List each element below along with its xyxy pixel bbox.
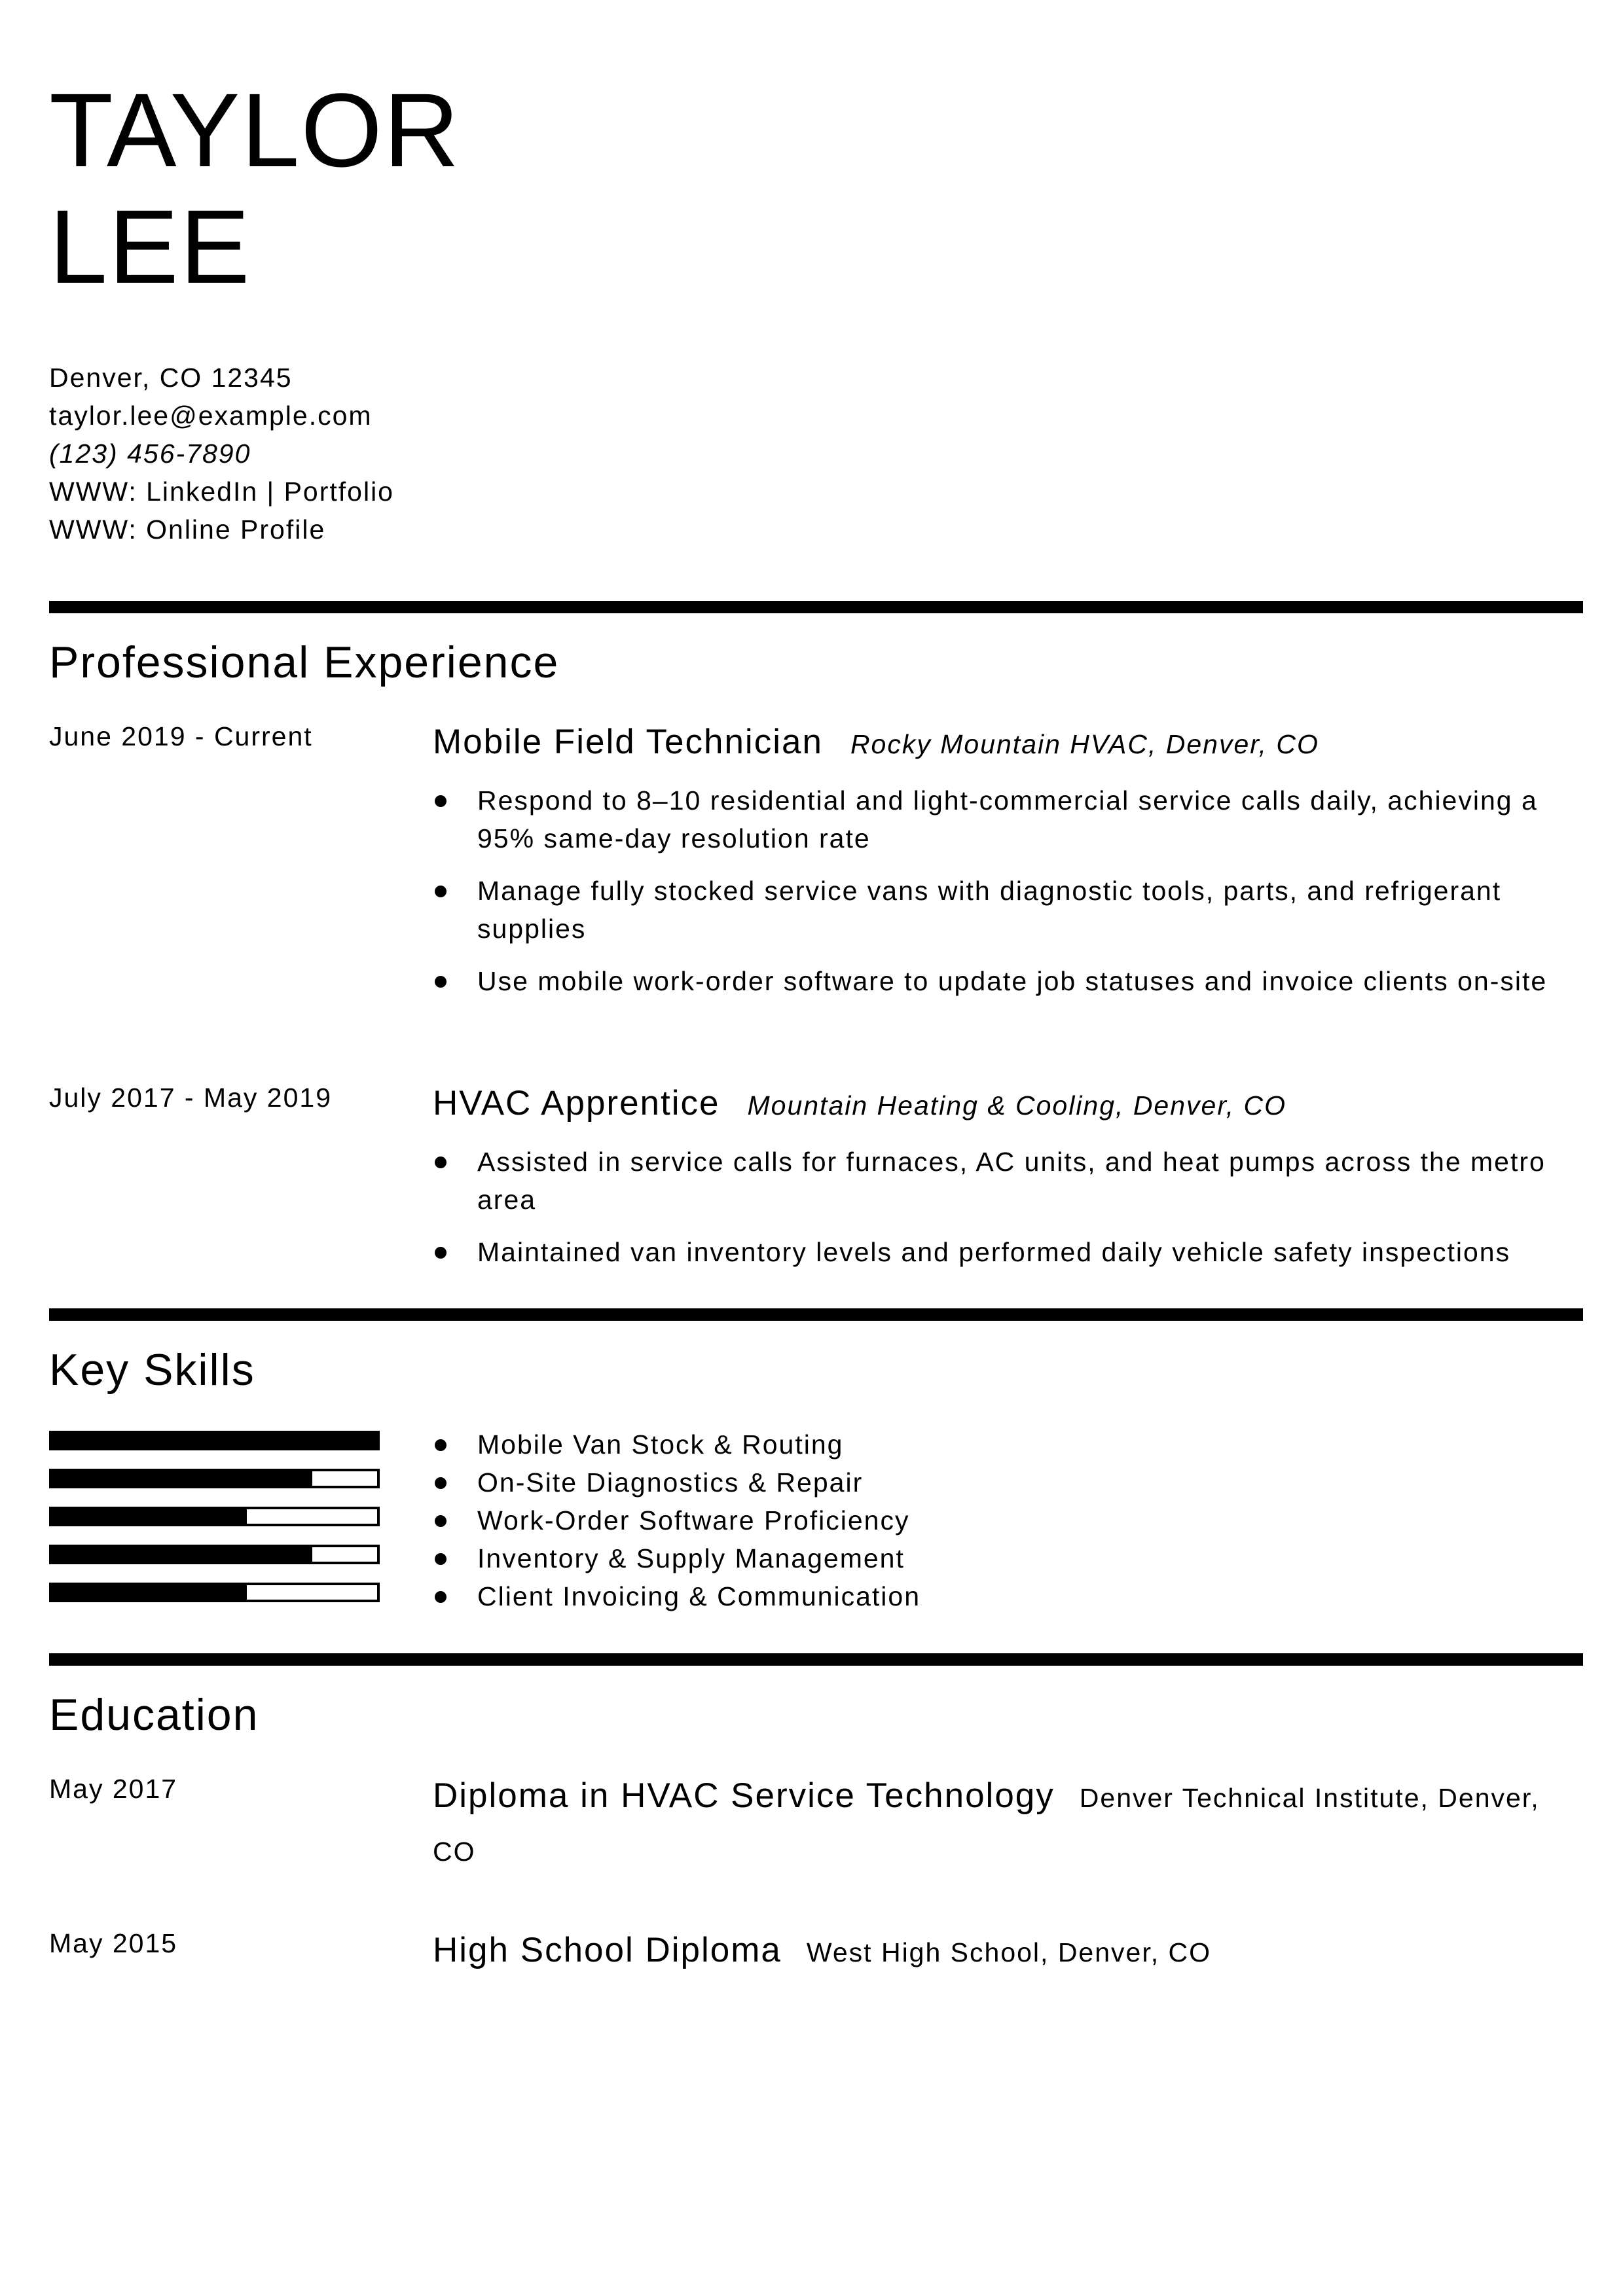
school: West High School, Denver, CO [806, 1937, 1212, 1967]
skill-level-bar [49, 1507, 380, 1526]
contact-block [49, 359, 394, 548]
skill-level-bars [49, 1431, 380, 1621]
list-item: Use mobile work-order software to update job statuses and invoice clients on-site [433, 962, 1572, 1000]
first-name: TAYLOR [49, 71, 461, 188]
email[interactable]: taylor.lee@example.com [49, 401, 373, 431]
list-item: Inventory & Supply Management [433, 1539, 921, 1577]
skill-level-bar [49, 1469, 380, 1488]
phone: (123) 456-7890 [49, 439, 251, 469]
education-entry [433, 1927, 1572, 1982]
job-employer: Mountain Heating & Cooling, Denver, CO [747, 1090, 1287, 1121]
job-dates: June 2019 - Current [49, 721, 313, 751]
degree: High School Diploma [433, 1931, 782, 1969]
skill-level-bar [49, 1583, 380, 1602]
list-item: Work-Order Software Proficiency [433, 1501, 921, 1539]
skill-level-bar [49, 1431, 380, 1450]
list-item: On-Site Diagnostics & Repair [433, 1463, 921, 1501]
list-item: Client Invoicing & Communication [433, 1577, 921, 1615]
education-date: May 2015 [49, 1928, 178, 1958]
skill-list [433, 1426, 921, 1615]
section-divider [49, 1308, 1583, 1321]
section-divider [49, 1653, 1583, 1666]
list-item: Assisted in service calls for furnaces, AC units, and heat pumps across the metro area [433, 1143, 1572, 1219]
experience-title: Professional Experience [49, 637, 560, 687]
education-entry [433, 1772, 1572, 1882]
last-name: LEE [49, 188, 251, 305]
job-title: Mobile Field Technician [433, 723, 823, 761]
education-title: Education [49, 1690, 259, 1740]
skill-level-bar [49, 1545, 380, 1564]
job-title: HVAC Apprentice [433, 1084, 720, 1122]
job-heading [433, 1083, 1286, 1133]
address: Denver, CO 12345 [49, 363, 293, 393]
list-item: Mobile Van Stock & Routing [433, 1426, 921, 1463]
job-dates: July 2017 - May 2019 [49, 1083, 333, 1113]
list-item: Maintained van inventory levels and performed daily vehicle safety inspections [433, 1233, 1572, 1271]
degree: Diploma in HVAC Service Technology [433, 1776, 1055, 1815]
education-date: May 2017 [49, 1774, 178, 1804]
list-item: Manage fully stocked service vans with diagnostic tools, parts, and refrigerant supplies [433, 872, 1572, 948]
section-divider [49, 601, 1583, 613]
job-employer: Rocky Mountain HVAC, Denver, CO [850, 729, 1319, 759]
job-bullets [433, 781, 1572, 1014]
job-bullets [433, 1143, 1572, 1285]
web-links[interactable]: WWW: LinkedIn | Portfolio [49, 476, 394, 507]
list-item: Respond to 8–10 residential and light-commercial service calls daily, achieving a 95% same-day resolution rate [433, 781, 1572, 857]
candidate-name [49, 72, 460, 305]
school: Denver Technical Institute, Denver, CO [433, 1783, 1540, 1867]
skills-title: Key Skills [49, 1345, 255, 1395]
job-heading [433, 721, 1319, 772]
online-profile[interactable]: WWW: Online Profile [49, 514, 326, 545]
